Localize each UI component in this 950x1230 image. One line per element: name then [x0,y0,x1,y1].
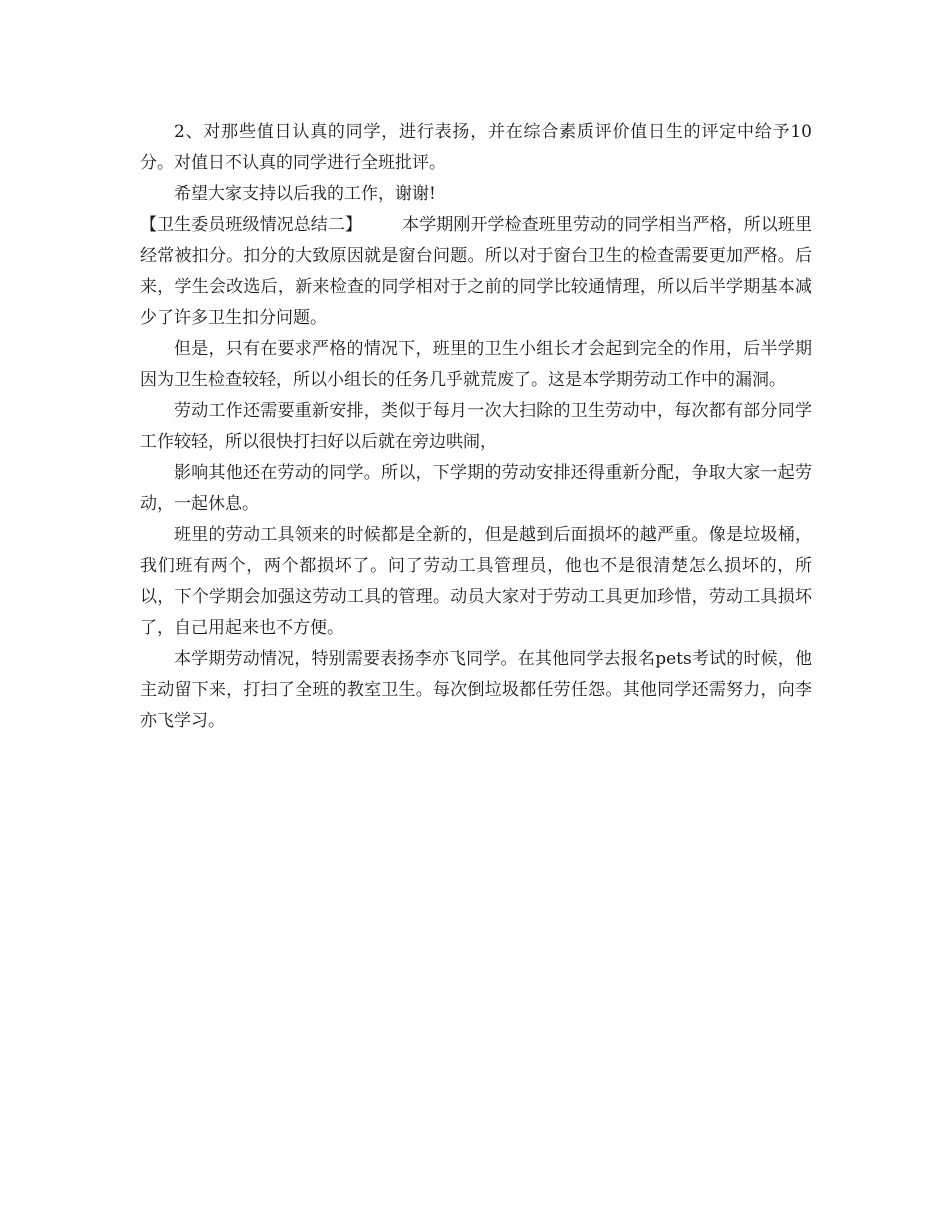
paragraph-thanks: 希望大家支持以后我的工作，谢谢! [174,184,436,204]
paragraph-influence: 影响其他还在劳动的同学。所以，下学期的劳动安排还得重新分配，争取大家一起劳动，一起休息。 [140,463,812,514]
paragraph-summary-two [140,210,812,334]
document-body [140,117,812,737]
paragraph-group-leader: 但是，只有在要求严格的情况下，班里的卫生小组长才会起到完全的作用，后半学期因为卫生检查较轻，所以小组长的任务几乎就荒废了。这是本学期劳动工作中的漏洞。 [140,339,812,390]
paragraph-reward-rule: 2、对那些值日认真的同学，进行表扬，并在综合素质评价值日生的评定中给予10分。对值日不认真的同学进行全班批评。 [140,122,812,173]
paragraph-tools: 班里的劳动工具领来的时候都是全新的，但是越到后面损坏的越严重。像是垃圾桶，我们班有两个，两个都损坏了。问了劳动工具管理员，他也不是很清楚怎么损坏的，所以，下个学期会加强这劳动工具的管理。动员大家对于劳动工具更加珍惜，劳动工具损坏了，自己用起来也不方便。 [140,525,812,638]
paragraph-inspection: 本学期刚开学检查班里劳动的同学相当严格，所以班里经常被扣分。扣分的大致原因就是窗台问题。所以对于窗台卫生的检查需要更加严格。后来，学生会改选后，新来检查的同学相对于之前的同学比较通情理，所以后半学期基本减少了许多卫生扣分问题。 [140,215,813,328]
section-heading: 【卫生委员班级情况总结二】 [140,215,363,235]
paragraph-praise: 本学期劳动情况，特别需要表扬李亦飞同学。在其他同学去报名pets考试的时候，他主动留下来，打扫了全班的教室卫生。每次倒垃圾都任劳任怨。其他同学还需努力，向李亦飞学习。 [140,649,812,731]
paragraph-rearrange: 劳动工作还需要重新安排，类似于每月一次大扫除的卫生劳动中，每次都有部分同学工作较轻，所以很快打扫好以后就在旁边哄闹， [140,401,812,452]
